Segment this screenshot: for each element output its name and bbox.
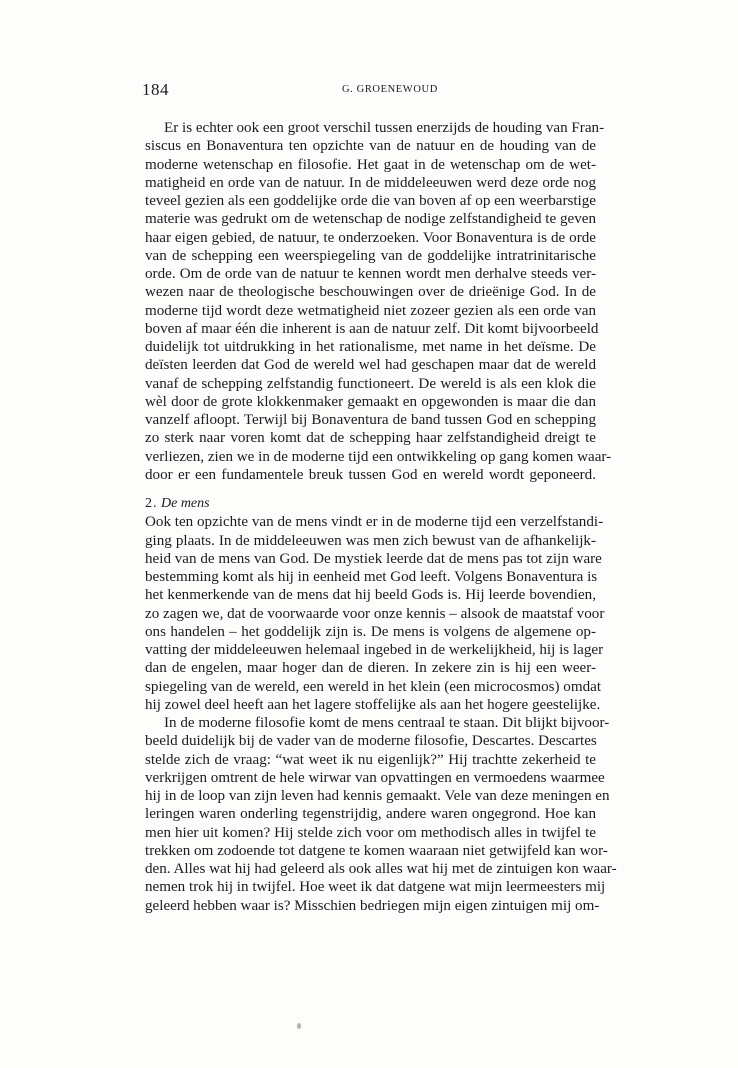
text-line: matigheid en orde van de natuur. In de middeleeuwen werd deze orde nog: [145, 174, 596, 191]
paragraph-descartes: [145, 714, 617, 915]
text-line: moderne wetenschap en filosofie. Het gaat in de wetenschap om de wet-: [145, 156, 596, 173]
section-gap: [145, 484, 596, 495]
text-line: vanzelf afloopt. Terwijl bij Bonaventura de band tussen God en schepping: [145, 412, 596, 428]
text-line: siscus en Bonaventura ten opzichte van de natuur en de houding van de: [145, 138, 596, 155]
text-line: door er een fundamentele breuk tussen God en wereld wordt geponeerd.: [145, 466, 596, 483]
text-line: van de schepping een weerspiegeling van de goddelijke intratrinitarische: [145, 247, 596, 264]
text-line: wèl door de grote klokkenmaker gemaakt en opgewonden is maar die dan: [145, 393, 596, 410]
text-line: geleerd hebben waar is? Misschien bedriegen mijn eigen zintuigen mij om-: [145, 897, 600, 914]
text-line: materie was gedrukt om de wetenschap de nodige zelfstandigheid te geven: [145, 211, 596, 228]
paragraph-nature-order: [145, 119, 612, 484]
text-line: vanaf de schepping zelfstandig functioneert. De wereld is als een klok die: [145, 375, 596, 392]
text-line: verliezen, zien we in de moderne tijd een ontwikkeling op gang komen waar-: [145, 448, 612, 465]
text-line: duidelijk tot uitdrukking in het rationalisme, met name in het deïsme. De: [145, 339, 596, 355]
text-line: teveel gezien als een goddelijke orde die van boven af op een weerbarstige: [145, 193, 596, 209]
text-line: den. Alles wat hij had geleerd als ook alles wat hij met de zintuigen kon waar-: [145, 861, 617, 877]
text-line: hij in de loop van zijn leven had kennis gemaakt. Vele van deze meningen en: [145, 788, 610, 804]
ink-speck: [297, 1023, 301, 1029]
text-line: beeld duidelijk bij de vader van de moderne filosofie, Descartes. Descartes: [145, 733, 597, 750]
running-head: [142, 80, 596, 102]
text-line: orde. Om de orde van de natuur te kennen wordt men derhalve steeds ver-: [145, 266, 596, 282]
text-line: moderne tijd wordt deze wetmatigheid niet zozeer gezien als een orde van: [145, 302, 596, 319]
section-number: 2.: [145, 496, 158, 511]
running-head-author: G. GROENEWOUD: [342, 84, 438, 95]
text-line: In de moderne filosofie komt de mens centraal te staan. Dit blijkt bijvoor-: [164, 715, 610, 731]
text-line: bestemming komt als hij in eenheid met God leeft. Volgens Bonaventura is: [145, 569, 598, 585]
text-line: heid van de mens van God. De mystiek leerde dat de mens pas tot zijn ware: [145, 550, 602, 567]
text-line: Ook ten opzichte van de mens vindt er in de moderne tijd een verzelfstandi-: [145, 514, 604, 531]
text-line: boven af maar één die inherent is aan de natuur zelf. Dit komt bijvoorbeeld: [145, 320, 599, 337]
section-title: De mens: [161, 496, 210, 511]
paragraph-human-independence: [145, 513, 605, 714]
text-line: ging plaats. In de middeleeuwen was men zich bewust van de afhankelijk-: [145, 532, 596, 549]
text-line: dan de engelen, maar hoger dan de dieren. In zekere zin is hij een weer-: [145, 660, 596, 677]
text-line: wezen naar de theologische beschouwingen over de drieënige God. In de: [145, 284, 596, 301]
text-line: zo zagen we, dat de voorwaarde voor onze kennis – alsook de maatstaf voor: [145, 605, 605, 622]
text-line: nemen trok hij in twijfel. Hoe weet ik dat datgene wat mijn leermeesters mij: [145, 879, 606, 896]
text-line: vatting der middeleeuwen helemaal ingebed in de werkelijkheid, hij is lager: [145, 642, 604, 658]
section-heading: [145, 495, 596, 513]
text-line: haar eigen gebied, de natuur, te onderzoeken. Voor Bonaventura is de orde: [145, 229, 596, 246]
text-line: zo sterk naar voren komt dat de schepping haar zelfstandigheid dreigt te: [145, 430, 596, 447]
text-line: trekken om zodoende tot datgene te komen waaraan niet getwijfeld kan wor-: [145, 842, 608, 859]
text-line: stelde zich de vraag: “wat weet ik nu eigenlijk?” Hij trachtte zekerheid te: [145, 751, 596, 768]
body-text: [145, 119, 617, 915]
text-line: hij zowel deel heeft aan het lagere stoffelijke als aan het hogere geestelijke.: [145, 696, 601, 713]
text-line: verkrijgen omtrent de hele wirwar van opvattingen en vermoedens waarmee: [145, 769, 605, 786]
text-line: men hier uit komen? Hij stelde zich voor om methodisch alles in twijfel te: [145, 824, 596, 841]
text-line: spiegeling van de wereld, een wereld in het klein (een microcosmos) omdat: [145, 678, 602, 695]
text-line: ons handelen – het goddelijk zijn is. De mens is volgens de algemene op-: [145, 623, 596, 640]
page-number: 184: [142, 80, 169, 99]
text-line: het kenmerkende van de mens dat hij beeld Gods is. Hij leerde bovendien,: [145, 587, 596, 604]
text-line: deïsten leerden dat God de wereld wel had geschapen maar dat de wereld: [145, 357, 596, 374]
text-line: leringen waren onderling tegenstrijdig, andere waren ongegrond. Hoe kan: [145, 806, 596, 823]
text-line: Er is echter ook een groot verschil tussen enerzijds de houding van Fran-: [164, 120, 605, 136]
